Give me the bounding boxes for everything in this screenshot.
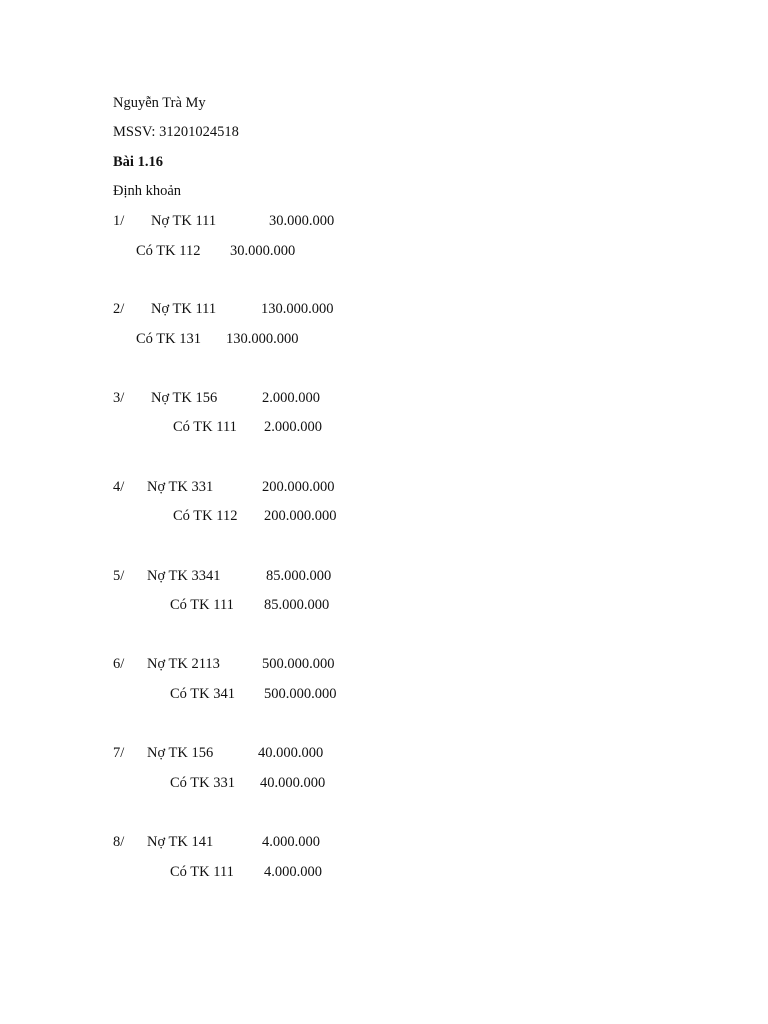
debit-amount: 4.000.000: [262, 834, 320, 850]
debit-account: Nợ TK 331: [147, 479, 214, 495]
credit-amount: 2.000.000: [264, 419, 322, 435]
debit-account: Nợ TK 156: [147, 745, 214, 761]
entry-number: 1/: [113, 213, 125, 229]
entry-number: 5/: [113, 568, 125, 584]
credit-account: Có TK 112: [136, 243, 201, 259]
debit-account: Nợ TK 111: [151, 213, 217, 229]
credit-amount: 200.000.000: [264, 508, 337, 524]
entry-number: 8/: [113, 834, 125, 850]
debit-account: Nợ TK 111: [151, 301, 217, 317]
credit-amount: 500.000.000: [264, 686, 337, 702]
credit-amount: 30.000.000: [230, 243, 296, 259]
debit-amount: 2.000.000: [262, 390, 320, 406]
entry-number: 3/: [113, 390, 125, 406]
credit-account: Có TK 112: [173, 508, 238, 524]
entry-number: 2/: [113, 301, 125, 317]
credit-account: Có TK 111: [173, 419, 237, 435]
credit-account: Có TK 131: [136, 331, 201, 347]
entry-number: 6/: [113, 656, 125, 672]
student-id: MSSV: 31201024518: [113, 124, 239, 140]
debit-account: Nợ TK 141: [147, 834, 214, 850]
credit-account: Có TK 111: [170, 597, 234, 613]
entry-number: 7/: [113, 745, 125, 761]
credit-amount: 4.000.000: [264, 864, 322, 880]
debit-amount: 85.000.000: [266, 568, 332, 584]
section-title: Định khoản: [113, 183, 182, 199]
exercise-title: Bài 1.16: [113, 154, 163, 170]
credit-account: Có TK 111: [170, 864, 234, 880]
student-name: Nguyễn Trà My: [113, 95, 206, 111]
credit-account: Có TK 331: [170, 775, 235, 791]
debit-amount: 40.000.000: [258, 745, 324, 761]
debit-amount: 130.000.000: [261, 301, 334, 317]
debit-amount: 500.000.000: [262, 656, 335, 672]
debit-amount: 30.000.000: [269, 213, 335, 229]
credit-amount: 85.000.000: [264, 597, 330, 613]
entry-number: 4/: [113, 479, 125, 495]
credit-amount: 130.000.000: [226, 331, 299, 347]
debit-amount: 200.000.000: [262, 479, 335, 495]
debit-account: Nợ TK 2113: [147, 656, 220, 672]
credit-account: Có TK 341: [170, 686, 235, 702]
debit-account: Nợ TK 3341: [147, 568, 221, 584]
debit-account: Nợ TK 156: [151, 390, 218, 406]
credit-amount: 40.000.000: [260, 775, 326, 791]
